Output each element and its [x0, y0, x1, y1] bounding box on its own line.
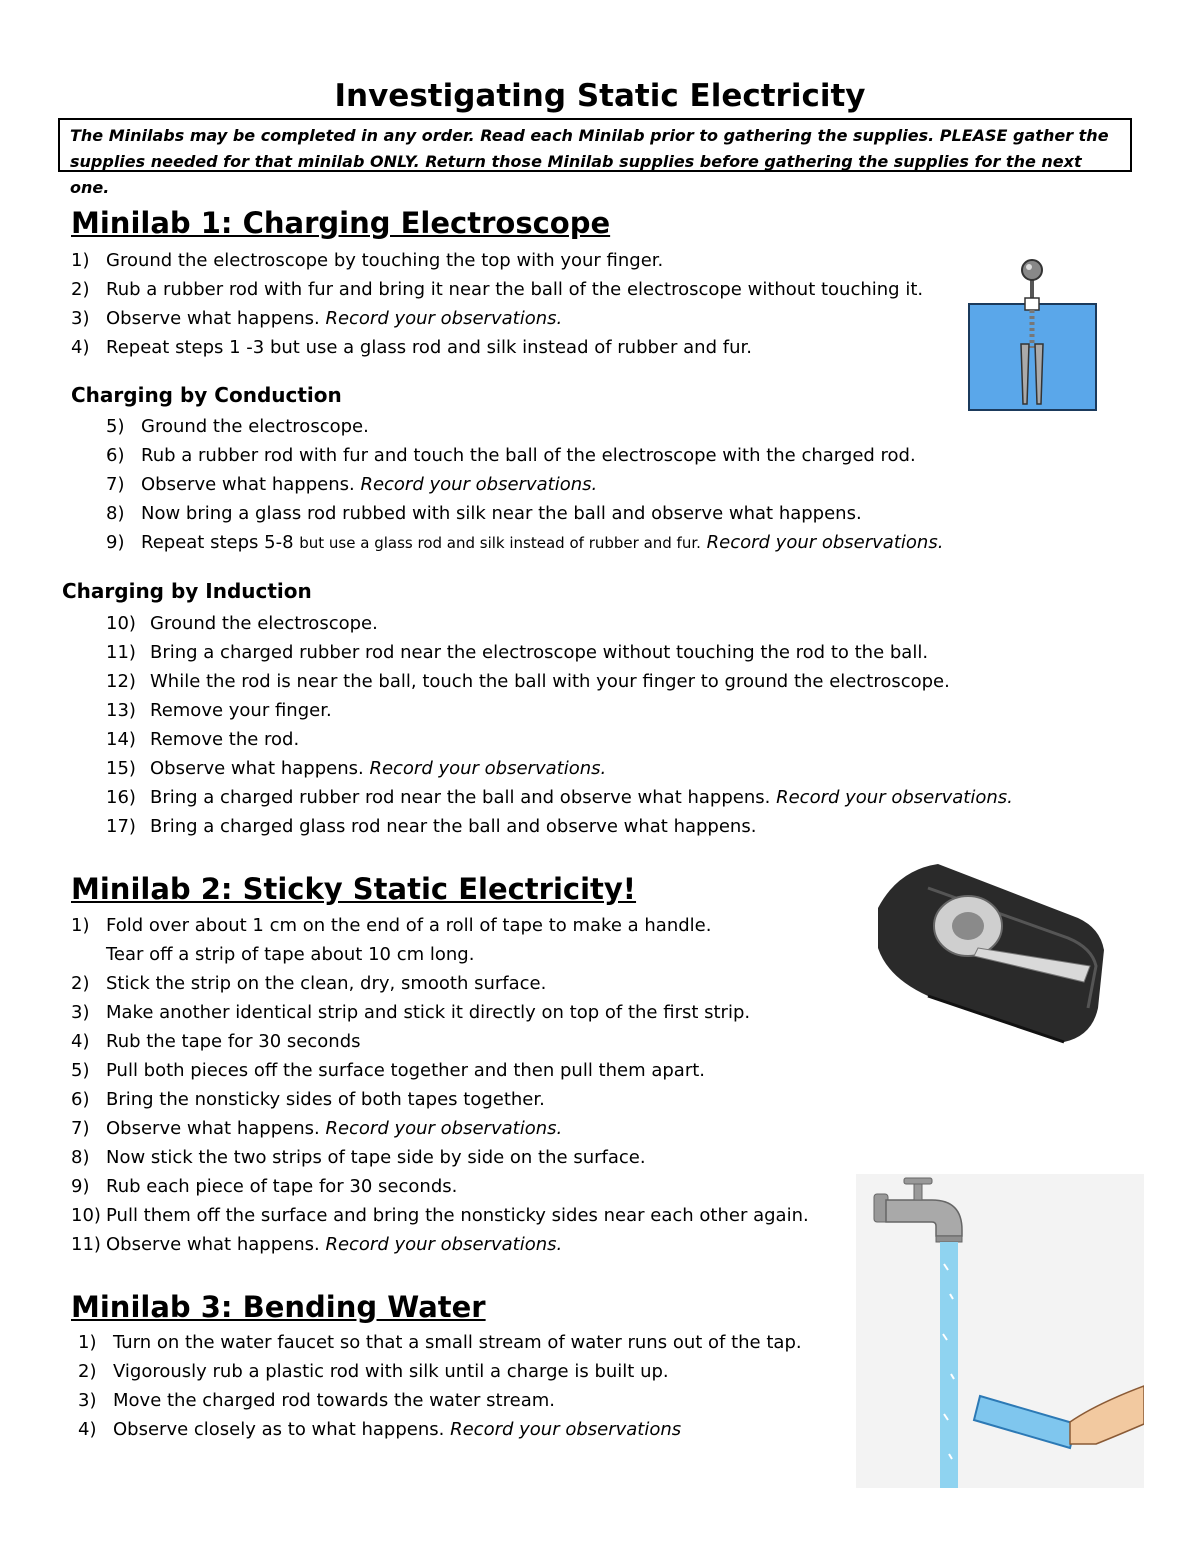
step-number: 3)	[71, 1002, 90, 1023]
step-number: 9)	[106, 532, 125, 553]
step-number: 4)	[71, 337, 90, 358]
page-title: Investigating Static Electricity	[334, 78, 866, 114]
step-text: Fold over about 1 cm on the end of a roll of tape to make a handle.	[106, 915, 712, 936]
minilab2-step	[71, 1143, 809, 1172]
conduction-step	[106, 441, 943, 470]
step-text: Pull them off the surface and bring the nonsticky sides near each other again.	[106, 1205, 809, 1226]
step-text: Observe what happens.	[141, 474, 361, 495]
tape-dispenser-illustration	[868, 858, 1118, 1048]
induction-step	[106, 609, 1013, 638]
minilab3-heading: Minilab 3: Bending Water	[71, 1290, 486, 1324]
induction-heading: Charging by Induction	[62, 579, 312, 603]
minilab2-step	[71, 1114, 809, 1143]
record-observations: Record your observations.	[325, 1118, 563, 1139]
instructions-note: The Minilabs may be completed in any order. Read each Minilab prior to gathering the supplies. PLEASE gather the supplies needed for that minilab ONLY. Return those Minilab supplies before gathering the supplies for the next one.	[58, 118, 1132, 172]
conduction-heading: Charging by Conduction	[71, 383, 342, 407]
step-text: Now bring a glass rod rubbed with silk near the ball and observe what happens.	[141, 503, 862, 524]
minilab3-step	[78, 1386, 802, 1415]
step-text: Bring the nonsticky sides of both tapes together.	[106, 1089, 545, 1110]
minilab2-step	[71, 998, 809, 1027]
step-text: Remove the rod.	[150, 729, 300, 750]
step-text: Bring a charged glass rod near the ball and observe what happens.	[150, 816, 757, 837]
record-observations: Record your observations.	[776, 787, 1013, 808]
bending-water-illustration	[856, 1174, 1144, 1488]
minilab3-steps	[78, 1328, 802, 1444]
step-number: 1)	[71, 915, 90, 936]
conduction-step	[106, 470, 943, 499]
minilab1-step	[71, 246, 923, 275]
minilab2-step	[71, 1230, 809, 1259]
minilab1-step	[71, 275, 923, 304]
minilab2-steps	[71, 911, 809, 1259]
step-text: Pull both pieces off the surface together and then pull them apart.	[106, 1060, 706, 1081]
step-number: 6)	[71, 1089, 90, 1110]
minilab2-step	[71, 940, 809, 969]
step-text: Turn on the water faucet so that a small stream of water runs out of the tap.	[113, 1332, 802, 1353]
step-text: Bring a charged rubber rod near the electroscope without touching the rod to the ball.	[150, 642, 929, 663]
step-text: Tear off a strip of tape about 10 cm long.	[106, 944, 475, 965]
step-text: Vigorously rub a plastic rod with silk until a charge is built up.	[113, 1361, 669, 1382]
conduction-step	[106, 499, 943, 528]
induction-step	[106, 725, 1013, 754]
minilab2-step	[71, 969, 809, 998]
step-text: Bring a charged rubber rod near the ball and observe what happens.	[150, 787, 777, 808]
minilab1-steps	[71, 246, 923, 362]
step-number: 2)	[71, 973, 90, 994]
step-text: Observe closely as to what happens.	[113, 1419, 451, 1440]
step-text: Repeat steps 1 -3 but use a glass rod and silk instead of rubber and fur.	[106, 337, 752, 358]
record-observations: Record your observations	[450, 1419, 682, 1440]
step-number: 11)	[71, 1234, 101, 1255]
step-number: 9)	[71, 1176, 90, 1197]
step-number: 2)	[71, 279, 90, 300]
minilab3-step	[78, 1415, 802, 1444]
step-number: 3)	[71, 308, 90, 329]
minilab2-step	[71, 911, 809, 940]
step-text: Rub each piece of tape for 30 seconds.	[106, 1176, 458, 1197]
minilab2-step	[71, 1172, 809, 1201]
step-number: 10)	[71, 1205, 101, 1226]
induction-step	[106, 754, 1013, 783]
step-number: 1)	[78, 1332, 97, 1353]
step-number: 6)	[106, 445, 125, 466]
step-number: 15)	[106, 758, 136, 779]
step-text: Ground the electroscope by touching the top with your finger.	[106, 250, 664, 271]
minilab1-step	[71, 333, 923, 362]
step-text: Repeat steps 5-8	[141, 532, 300, 553]
record-observations: Record your observations.	[369, 758, 607, 779]
step-text: Observe what happens.	[106, 308, 326, 329]
step-number: 8)	[71, 1147, 90, 1168]
minilab1-heading: Minilab 1: Charging Electroscope	[71, 206, 611, 240]
induction-step	[106, 783, 1013, 812]
minilab3-step	[78, 1357, 802, 1386]
record-observations: Record your observations.	[360, 474, 598, 495]
step-number: 7)	[71, 1118, 90, 1139]
step-text: While the rod is near the ball, touch the ball with your finger to ground the electroscope.	[150, 671, 950, 692]
step-number: 17)	[106, 816, 136, 837]
induction-step	[106, 638, 1013, 667]
step-text: Observe what happens.	[106, 1234, 326, 1255]
step-number: 14)	[106, 729, 136, 750]
step-text: Now stick the two strips of tape side by side on the surface.	[106, 1147, 646, 1168]
record-observations: Record your observations.	[700, 532, 944, 553]
step-number: 13)	[106, 700, 136, 721]
step-text: Rub a rubber rod with fur and touch the ball of the electroscope with the charged rod.	[141, 445, 916, 466]
induction-step	[106, 667, 1013, 696]
step-text: Rub the tape for 30 seconds	[106, 1031, 361, 1052]
step-text: Make another identical strip and stick it directly on top of the first strip.	[106, 1002, 751, 1023]
step-number: 11)	[106, 642, 136, 663]
step-number: 5)	[71, 1060, 90, 1081]
minilab1-step	[71, 304, 923, 333]
conduction-step	[106, 412, 943, 441]
step-number: 4)	[71, 1031, 90, 1052]
record-observations: Record your observations.	[325, 308, 563, 329]
step-number: 3)	[78, 1390, 97, 1411]
record-observations: Record your observations.	[325, 1234, 563, 1255]
step-text: Rub a rubber rod with fur and bring it near the ball of the electroscope without touching it.	[106, 279, 924, 300]
step-text: Observe what happens.	[150, 758, 370, 779]
minilab2-step	[71, 1201, 809, 1230]
step-text: Ground the electroscope.	[141, 416, 369, 437]
conduction-steps	[106, 412, 943, 557]
induction-steps	[106, 609, 1013, 841]
minilab2-step	[71, 1056, 809, 1085]
step-number: 7)	[106, 474, 125, 495]
step-text: Ground the electroscope.	[150, 613, 378, 634]
step-number: 4)	[78, 1419, 97, 1440]
step-number: 5)	[106, 416, 125, 437]
step-number: 1)	[71, 250, 90, 271]
step-number: 16)	[106, 787, 136, 808]
step-text: Move the charged rod towards the water stream.	[113, 1390, 555, 1411]
step-number: 8)	[106, 503, 125, 524]
step-number: 12)	[106, 671, 136, 692]
step-text: Observe what happens.	[106, 1118, 326, 1139]
electroscope-illustration	[965, 256, 1100, 414]
step-text: Stick the strip on the clean, dry, smooth surface.	[106, 973, 547, 994]
minilab2-step	[71, 1085, 809, 1114]
conduction-step	[106, 528, 943, 557]
minilab3-step	[78, 1328, 802, 1357]
minilab2-step	[71, 1027, 809, 1056]
induction-step	[106, 696, 1013, 725]
step-number: 2)	[78, 1361, 97, 1382]
step-number: 10)	[106, 613, 136, 634]
step-text-small: but use a glass rod and silk instead of rubber and fur.	[299, 534, 701, 552]
induction-step	[106, 812, 1013, 841]
step-text: Remove your finger.	[150, 700, 332, 721]
minilab2-heading: Minilab 2: Sticky Static Electricity!	[71, 872, 637, 906]
